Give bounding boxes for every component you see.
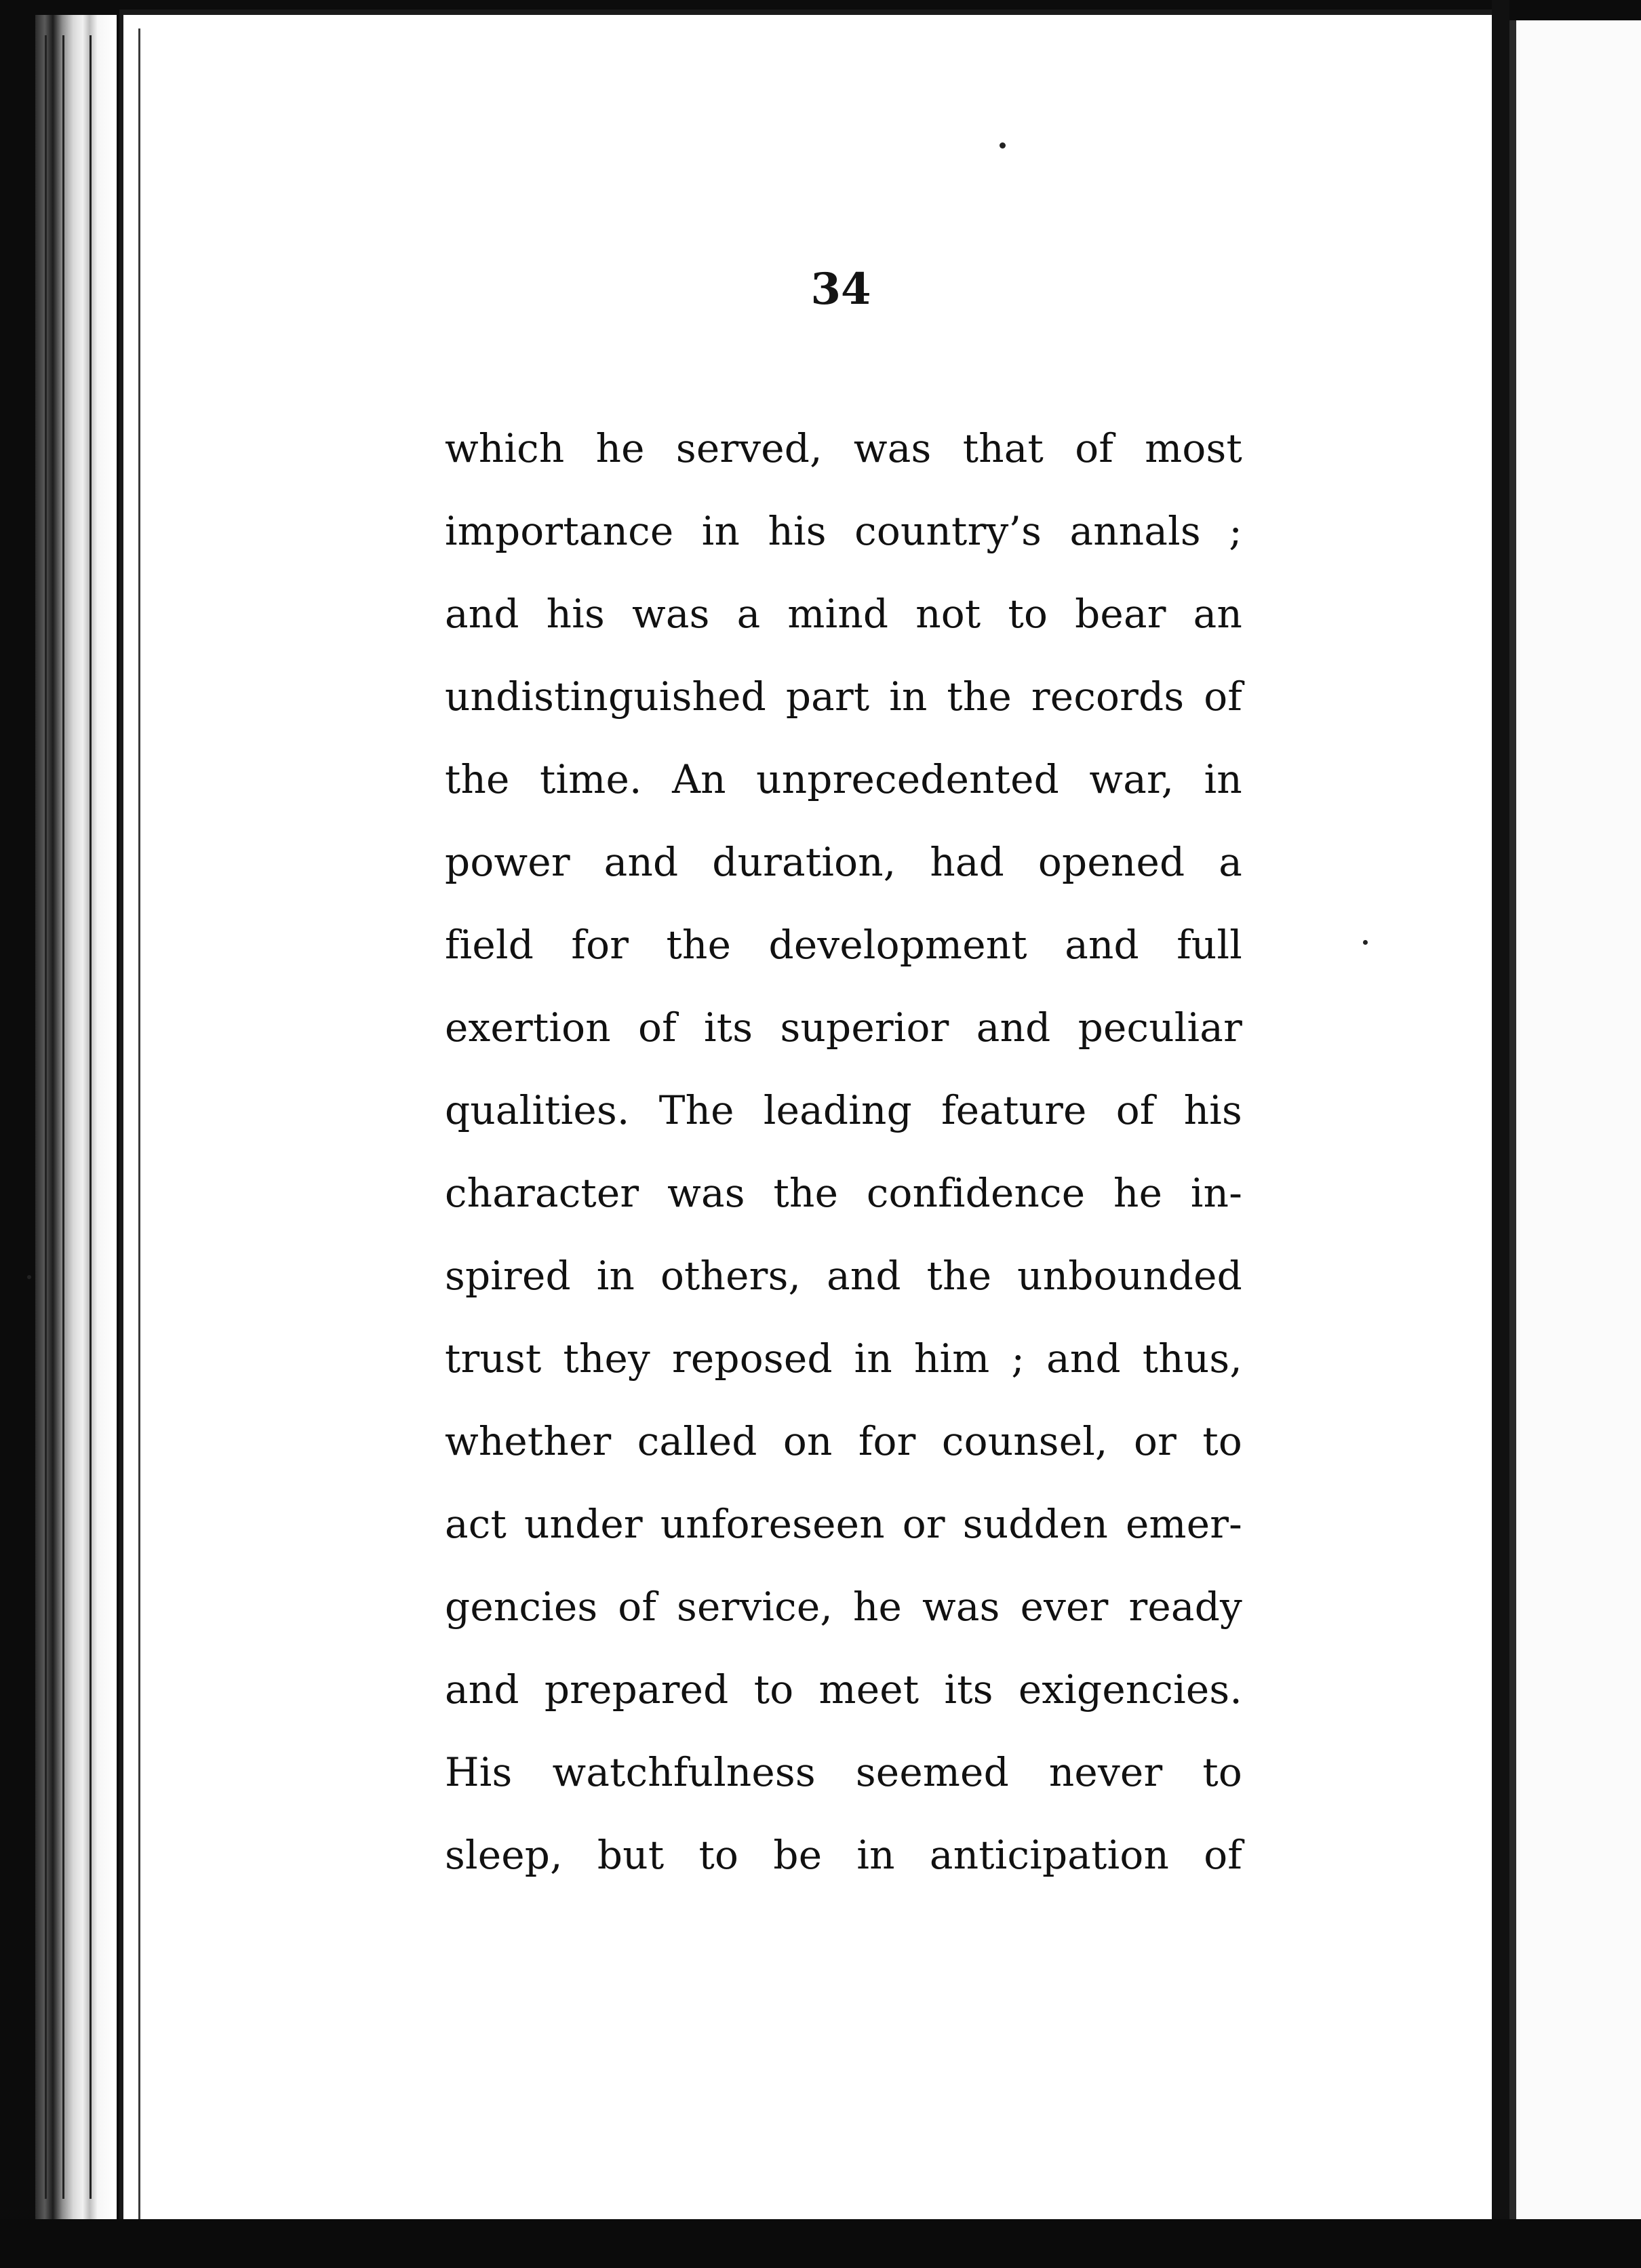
ink-speck (1000, 142, 1006, 149)
text-line: act under unforeseen or sudden emer- (445, 1501, 1242, 1547)
text-line: spired in others, and the unbounded (445, 1253, 1242, 1299)
text-line: trust they reposed in him ; and thus, (445, 1335, 1242, 1382)
page-edge-line (62, 35, 64, 2199)
text-line: which he served, was that of most (445, 425, 1242, 471)
page-edge-line (45, 35, 47, 2199)
page-inner-rule (138, 28, 140, 2219)
facing-page-edge (1509, 20, 1641, 2225)
page-edge-line (90, 35, 92, 2199)
text-line: whether called on for counsel, or to (445, 1418, 1242, 1464)
text-line: and prepared to meet its exigencies. (445, 1666, 1242, 1713)
page-number: 34 (810, 264, 871, 315)
text-line: importance in his country’s annals ; (445, 508, 1242, 554)
text-line: power and duration, had opened a (445, 839, 1242, 885)
text-line: and his was a mind not to bear an (445, 591, 1242, 637)
text-line: exertion of its superior and peculiar (445, 1004, 1242, 1051)
ink-speck (27, 1275, 31, 1279)
text-line: His watchfulness seemed never to (445, 1749, 1242, 1795)
text-line: sleep, but to be in anticipation of (445, 1832, 1242, 1878)
text-line: gencies of service, he was ever ready (445, 1584, 1242, 1630)
text-line: the time. An unprecedented war, in (445, 756, 1242, 802)
text-line: qualities. The leading feature of his (445, 1087, 1242, 1133)
page-edge-stack (35, 15, 117, 2226)
ink-speck (1363, 940, 1368, 945)
text-line: field for the development and full (445, 922, 1242, 968)
text-line: character was the confidence he in- (445, 1170, 1242, 1216)
book-gutter (1492, 0, 1509, 2268)
text-line: undistinguished part in the records of (445, 673, 1242, 720)
scan-bottom-border (0, 2219, 1641, 2268)
body-text (445, 407, 1242, 1896)
